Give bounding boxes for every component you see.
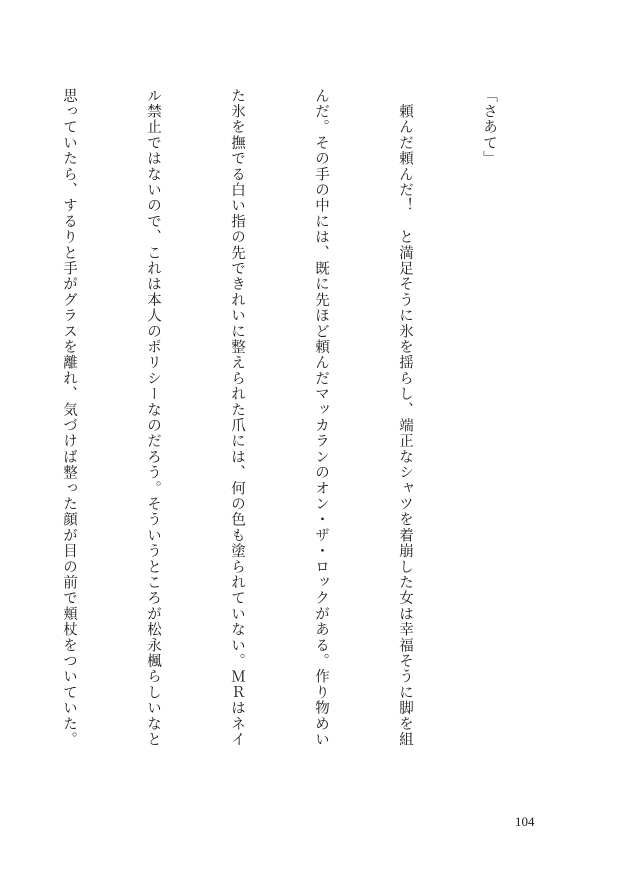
text-line: 頼んだ頼んだ！ と満足そうに氷を揺らし、端正なシャツを着崩した女は幸福そうに脚を組 bbox=[397, 88, 413, 748]
page-number: 104 bbox=[515, 814, 535, 829]
text-line: 「さあて」 bbox=[481, 88, 497, 167]
text-line: んだ。その手の中には、既に先ほど頼んだマッカランのオン・ザ・ロックがある。作り物めい bbox=[313, 88, 329, 748]
text-line: ル禁止ではないので、これは本人のポリシーなのだろう。そういうところが松永楓らしいなと bbox=[145, 88, 161, 748]
text-line: 思っていたら、するりと手がグラスを離れ、気づけば整った顔が目の前で頬杖をついていた。 bbox=[61, 88, 77, 748]
text-line: た氷を撫でる白い指の先できれいに整えられた爪には、何の色も塗られていない。ＭＲはネイ bbox=[229, 88, 245, 748]
vertical-body-text bbox=[61, 88, 559, 788]
